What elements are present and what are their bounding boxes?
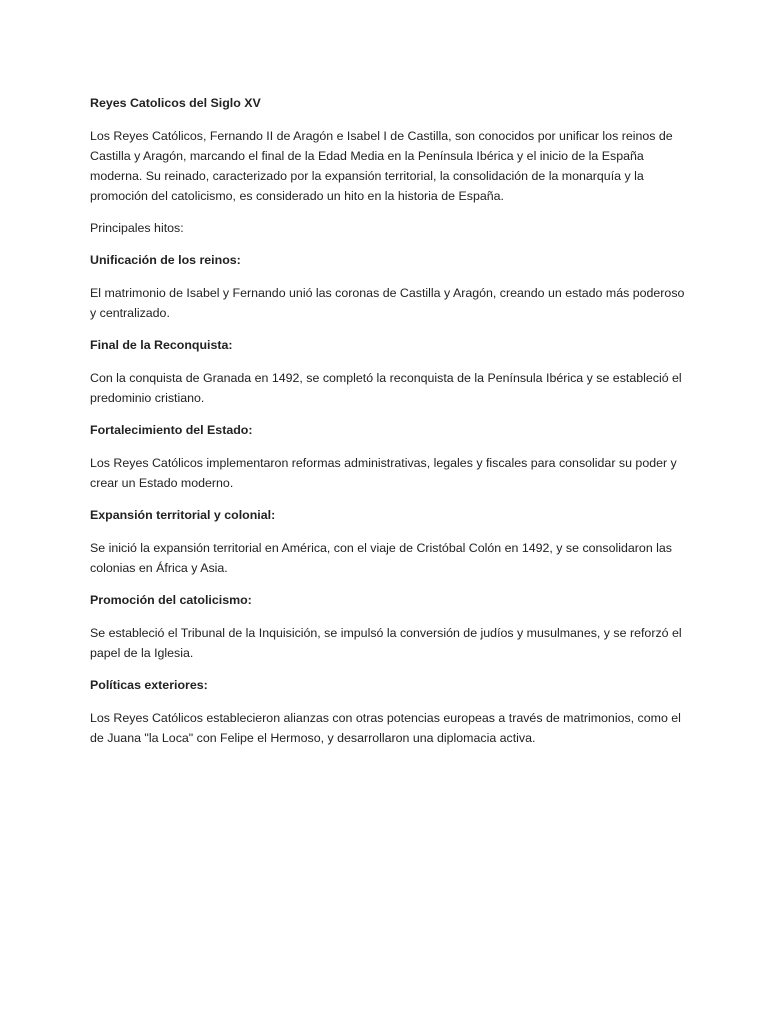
section-body-reconquista: Con la conquista de Granada en 1492, se completó la reconquista de la Península Ibérica y se estableció el predominio cristiano. — [90, 371, 682, 405]
section-heading-expansion: Expansión territorial y colonial: — [90, 508, 276, 522]
section-heading-reconquista: Final de la Reconquista: — [90, 338, 233, 352]
hitos-label: Principales hitos: — [90, 221, 184, 235]
section-body-catolicismo: Se estableció el Tribunal de la Inquisición, se impulsó la conversión de judíos y musulmanes, y se reforzó el papel de la Iglesia. — [90, 626, 682, 660]
intro-paragraph: Los Reyes Católicos, Fernando II de Aragón e Isabel I de Castilla, son conocidos por unificar los reinos de Castilla y Aragón, marcando el final de la Edad Media en la Península Ibérica y el inicio de la España moderna. Su reinado, caracterizado por la expansión territorial, la consolidación de la monarquía y la promoción del catolicismo, es considerado un hito en la historia de España. — [90, 129, 673, 203]
section-body-estado: Los Reyes Católicos implementaron reformas administrativas, legales y fiscales para consolidar su poder y crear un Estado moderno. — [90, 456, 677, 490]
section-body-expansion: Se inició la expansión territorial en América, con el viaje de Cristóbal Colón en 1492, y se consolidaron las colonias en África y Asia. — [90, 541, 672, 575]
section-body-unificacion: El matrimonio de Isabel y Fernando unió las coronas de Castilla y Aragón, creando un estado más poderoso y centralizado. — [90, 286, 685, 320]
section-heading-politicas: Políticas exteriores: — [90, 678, 208, 692]
section-heading-catolicismo: Promoción del catolicismo: — [90, 593, 252, 607]
section-heading-estado: Fortalecimiento del Estado: — [90, 423, 253, 437]
document-body — [90, 93, 690, 760]
section-body-politicas: Los Reyes Católicos establecieron alianzas con otras potencias europeas a través de matrimonios, como el de Juana "la Loca" con Felipe el Hermoso, y desarrollaron una diplomacia activa. — [90, 711, 681, 745]
section-heading-unificacion: Unificación de los reinos: — [90, 253, 241, 267]
document-title: Reyes Catolicos del Siglo XV — [90, 96, 261, 110]
